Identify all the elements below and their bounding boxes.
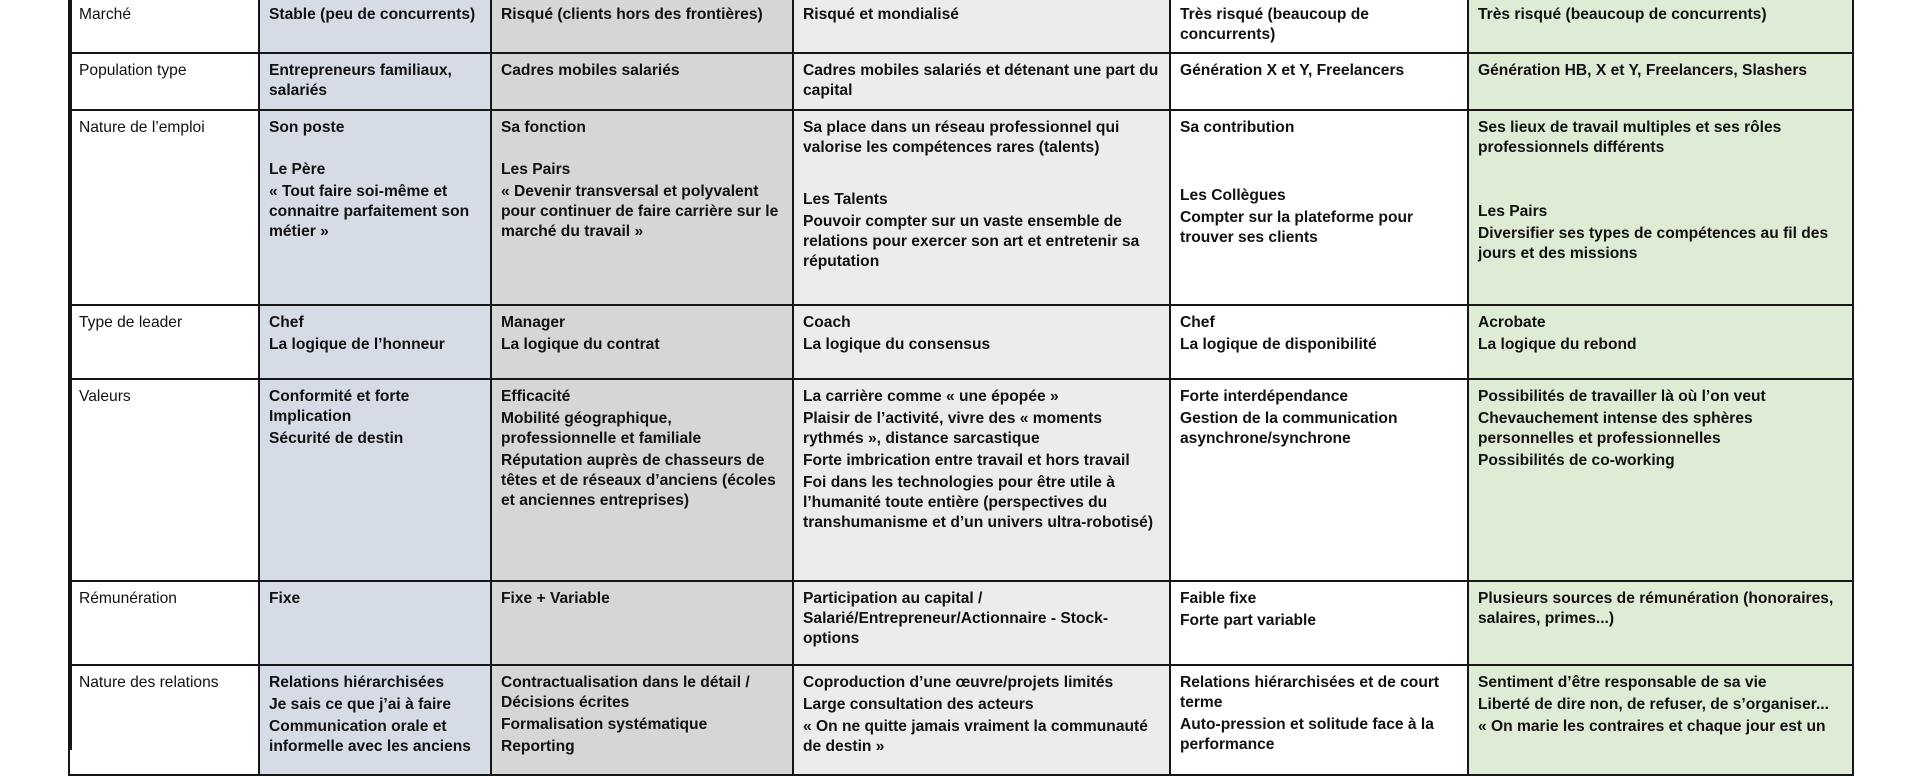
cell-leader-4 [1170,305,1468,379]
cell-text: Reporting [501,738,575,755]
cell-text: Forte interdépendance [1180,388,1349,405]
cell-text: La logique du contrat [501,336,660,353]
row-label-population-type [69,53,259,110]
cell-who: Les Collègues [1180,187,1286,204]
cell-relations-3 [793,665,1170,775]
cell-text: Mobilité géographique, professionnelle et familiale [501,410,702,447]
cell-population-2 [491,53,793,110]
cell-who: Les Talents [803,191,888,208]
cell-text: Acrobate [1478,314,1546,331]
cell-text: Coach [803,314,851,331]
cell-text: Génération X et Y, Freelancers [1180,62,1405,79]
row-type-leader [69,305,1853,379]
cell-text: « On marie les contraires et chaque jour est un [1478,718,1826,735]
cell-text: Plusieurs sources de rémunération (honoraires, salaires, primes...) [1478,590,1834,627]
cell-text: Forte imbrication entre travail et hors travail [803,452,1130,469]
row-population-type [69,53,1853,110]
cell-text: Forte part variable [1180,612,1317,629]
cell-emploi-1 [259,110,491,305]
row-label-type-leader [69,305,259,379]
cell-marche-1 [259,0,491,53]
cell-text: La carrière comme « une épopée » [803,388,1059,405]
table-left-border [68,0,72,750]
cell-marche-2 [491,0,793,53]
cell-marche-5 [1468,0,1853,53]
cell-valeurs-2 [491,379,793,581]
cell-text: Plaisir de l’activité, vivre des « moments rythmés », distance sarcastique [803,410,1103,447]
cell-leader-2 [491,305,793,379]
cell-marche-4 [1170,0,1468,53]
cell-text: Compter sur la plateforme pour trouver ses clients [1180,209,1414,246]
cell-population-3 [793,53,1170,110]
cell-text: Efficacité [501,388,571,405]
row-label-nature-emploi [69,110,259,305]
cell-text: Très risqué (beaucoup de concurrents) [1180,6,1369,43]
label-text: Type de leader [79,314,183,331]
cell-text: Conformité et forte Implication [269,388,410,425]
cell-text: La logique du rebond [1478,336,1637,353]
cell-emploi-4 [1170,110,1468,305]
label-text: Nature de l’emploi [79,119,205,136]
cell-population-4 [1170,53,1468,110]
cell-heading: Sa fonction [501,119,586,136]
cell-text: Entrepreneurs familiaux, salariés [269,62,452,99]
row-label-nature-relations [69,665,259,775]
cell-heading: Sa place dans un réseau professionnel qui valorise les compétences rares (talents) [803,119,1120,156]
cell-relations-4 [1170,665,1468,775]
comparison-table [68,0,1854,776]
cell-valeurs-1 [259,379,491,581]
cell-text: Manager [501,314,566,331]
cell-valeurs-5 [1468,379,1853,581]
cell-text: Communication orale et informelle avec les anciens [269,718,471,755]
cell-valeurs-3 [793,379,1170,581]
cell-heading: Son poste [269,119,345,136]
cell-text: Possibilités de travailler là où l’on veut [1478,388,1766,405]
label-text: Valeurs [79,388,131,405]
cell-text: Auto-pression et solitude face à la performance [1180,716,1434,753]
cell-text: « Tout faire soi-même et connaitre parfaitement son métier » [269,183,470,240]
cell-text: Sentiment d’être responsable de sa vie [1478,674,1767,691]
cell-leader-1 [259,305,491,379]
cell-leader-5 [1468,305,1853,379]
cell-relations-5 [1468,665,1853,775]
cell-text: Liberté de dire non, de refuser, de s’organiser... [1478,696,1829,713]
cell-text: Chevauchement intense des sphères personnelles et professionnelles [1478,410,1753,447]
row-valeurs [69,379,1853,581]
cell-remuneration-5 [1468,581,1853,665]
cell-text: Je sais ce que j’ai à faire [269,696,452,713]
cell-text: Contractualisation dans le détail / Décisions écrites [501,674,750,711]
cell-text: La logique de disponibilité [1180,336,1377,353]
cell-text: Chef [1180,314,1215,331]
cell-text: Coproduction d’une œuvre/projets limités [803,674,1114,691]
cell-text: Pouvoir compter sur un vaste ensemble de relations pour exercer son art et entretenir sa réputation [803,213,1140,270]
cell-text: La logique de l’honneur [269,336,445,353]
row-label-remuneration [69,581,259,665]
cell-text: Risqué et mondialisé [803,6,959,23]
cell-text: Relations hiérarchisées et de court terme [1180,674,1440,711]
row-label-marche [69,0,259,53]
cell-text: Possibilités de co-working [1478,452,1675,469]
cell-text: Très risqué (beaucoup de concurrents) [1478,6,1767,23]
cell-text: Réputation auprès de chasseurs de têtes et de réseaux d’anciens (écoles et anciennes entreprises) [501,452,776,509]
cell-remuneration-1 [259,581,491,665]
cell-text: Foi dans les technologies pour être utile à l’humanité toute entière (perspectives du transhumanisme et d’un univers ultra-robotisé) [803,474,1154,531]
cell-text: Relations hiérarchisées [269,674,445,691]
cell-text: Participation au capital / Salarié/Entrepreneur/Actionnaire - Stock-options [803,590,1109,647]
cell-text: Faible fixe [1180,590,1257,607]
cell-relations-1 [259,665,491,775]
cell-text: La logique du consensus [803,336,991,353]
cell-text: Gestion de la communication asynchrone/synchrone [1180,410,1398,447]
cell-relations-2 [491,665,793,775]
label-text: Population type [79,62,187,79]
cell-text: Stable (peu de concurrents) [269,6,476,23]
cell-population-5 [1468,53,1853,110]
cell-heading: Sa contribution [1180,119,1295,136]
cell-emploi-2 [491,110,793,305]
cell-text: Risqué (clients hors des frontières) [501,6,763,23]
cell-remuneration-3 [793,581,1170,665]
cell-text: Formalisation systématique [501,716,708,733]
cell-remuneration-4 [1170,581,1468,665]
cell-text: « On ne quitte jamais vraiment la communauté de destin » [803,718,1148,755]
cell-text: Large consultation des acteurs [803,696,1034,713]
cell-who: Les Pairs [501,161,571,178]
cell-who: Les Pairs [1478,203,1548,220]
row-nature-relations [69,665,1853,775]
cell-text: Cadres mobiles salariés [501,62,680,79]
row-marche [69,0,1853,53]
cell-text: « Devenir transversal et polyvalent pour continuer de faire carrière sur le marché du travail » [501,183,779,240]
cell-valeurs-4 [1170,379,1468,581]
cell-emploi-3 [793,110,1170,305]
cell-leader-3 [793,305,1170,379]
cell-text: Génération HB, X et Y, Freelancers, Slashers [1478,62,1808,79]
cell-heading: Ses lieux de travail multiples et ses rôles professionnels différents [1478,119,1782,156]
cell-text: Diversifier ses types de compétences au fil des jours et des missions [1478,225,1829,262]
cell-text: Fixe + Variable [501,590,610,607]
cell-remuneration-2 [491,581,793,665]
label-text: Marché [79,6,131,23]
label-text: Nature des relations [79,674,219,691]
cell-text: Fixe [269,590,301,607]
cell-text: Sécurité de destin [269,430,404,447]
row-nature-emploi [69,110,1853,305]
cell-text: Cadres mobiles salariés et détenant une part du capital [803,62,1159,99]
cell-text: Chef [269,314,304,331]
label-text: Rémunération [79,590,177,607]
cell-marche-3 [793,0,1170,53]
cell-emploi-5 [1468,110,1853,305]
cell-who: Le Père [269,161,326,178]
row-label-valeurs [69,379,259,581]
cell-population-1 [259,53,491,110]
row-remuneration [69,581,1853,665]
